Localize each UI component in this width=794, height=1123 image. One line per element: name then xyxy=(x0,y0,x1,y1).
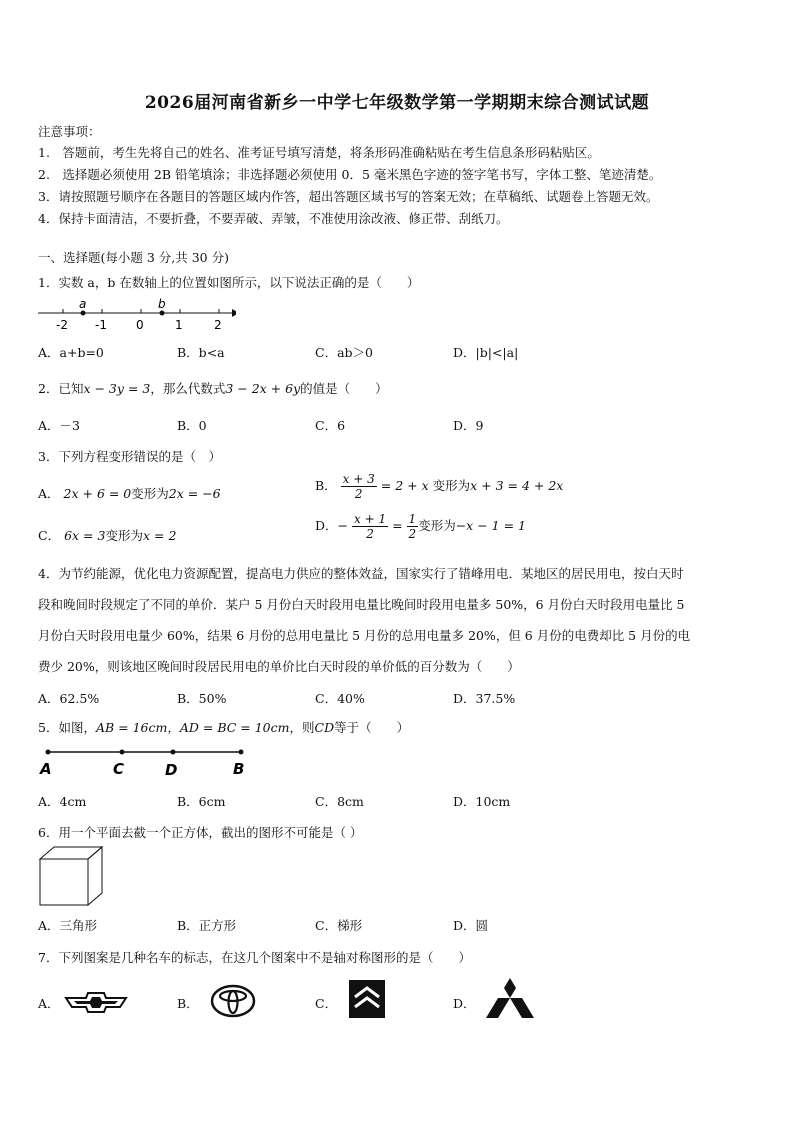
axis-arrow-icon xyxy=(232,309,236,317)
q1-stem: 1．实数 a，b 在数轴上的位置如图所示，以下说法正确的是（ ） xyxy=(38,275,420,290)
q3-b-numerator: x + 3 xyxy=(342,472,375,486)
q3-option-a xyxy=(38,484,221,502)
q1-option-c: C．ab＞0 xyxy=(315,345,373,360)
q7-option-d-label: D． xyxy=(453,996,476,1011)
q3-option-c xyxy=(38,526,176,544)
q4-line-4: 费少 20%，则该地区晚间时段居民用电的单价比白天时段的单价低的百分数为（ ） xyxy=(38,659,520,674)
toyota-logo-icon xyxy=(210,983,256,1019)
q2-option-a: A．－3 xyxy=(38,418,80,433)
q3-d-numerator-2: 1 xyxy=(408,512,417,526)
notice-item-4: 4．保持卡面清洁，不要折叠，不要弄破、弄皱，不准使用涂改液、修正带、刮纸刀。 xyxy=(38,211,509,226)
q3-d-to: −x − 1 = 1 xyxy=(455,518,526,533)
q2-stem-mid: ，那么代数式 xyxy=(150,381,226,396)
q4-option-d: D．37.5% xyxy=(453,691,516,706)
q7-option-b-label: B． xyxy=(177,996,199,1011)
q4-option-a: A．62.5% xyxy=(38,691,100,706)
q3-d-fraction-1 xyxy=(352,512,388,541)
page-title: 2026届河南省新乡一中学七年级数学第一学期期末综合测试试题 xyxy=(144,93,650,113)
q2-option-d: D．9 xyxy=(453,418,484,433)
q4-option-b: B．50% xyxy=(177,691,227,706)
q3-b-rest: = 2 + x xyxy=(380,478,429,493)
point-a-label: a xyxy=(79,297,87,311)
q3-b-fraction xyxy=(341,472,377,501)
q3-c-word: 变形为 xyxy=(105,528,143,543)
q2-option-b: B．0 xyxy=(177,418,207,433)
tick-label-neg2: -2 xyxy=(56,318,68,332)
q3-b-word: 变形为 xyxy=(432,478,471,493)
label-a: A xyxy=(40,760,52,778)
q1-option-a: A．a+b=0 xyxy=(38,345,104,360)
q4-line-2: 段和晚间时段规定了不同的单价．某户 5 月份白天时段用电量比晚间时段用电量多 50%，6 月份白天时段用电量比 5 xyxy=(38,597,685,612)
q3-d-label: D． xyxy=(315,518,338,533)
q2-stem xyxy=(38,379,388,397)
point-a-dot xyxy=(46,750,51,755)
q3-a-word: 变形为 xyxy=(131,486,169,501)
tick-label-2: 2 xyxy=(214,318,222,332)
q6-option-c: C．梯形 xyxy=(315,918,363,933)
q3-a-to: 2x = −6 xyxy=(168,486,221,501)
q6-stem: 6．用一个平面去截一个正方体，截出的图形不可能是（ ） xyxy=(38,825,363,840)
q5-option-d: D．10cm xyxy=(453,794,511,809)
q3-option-b xyxy=(315,472,563,501)
q3-b-to: x + 3 = 4 + 2x xyxy=(470,478,564,493)
q2-condition: x − 3y = 3 xyxy=(83,381,151,396)
q4-line-1: 4．为节约能源，优化电力资源配置，提高电力供应的整体效益，国家实行了错峰用电．某地区的居民用电，按白天时 xyxy=(38,566,684,581)
q3-stem: 3．下列方程变形错误的是（ ） xyxy=(38,449,221,464)
point-a xyxy=(81,311,86,316)
notice-item-2: 2. 选择题必须使用 2B 铅笔填涂；非选择题必须使用 0．5 毫米黑色字迹的签字笔书写，字体工整、笔迹清楚。 xyxy=(38,167,662,182)
q2-stem-pre: 2．已知 xyxy=(38,381,84,396)
q2-expression: 3 − 2x + 6y xyxy=(225,381,301,396)
point-c-dot xyxy=(120,750,125,755)
q6-option-b: B．正方形 xyxy=(177,918,237,933)
q3-b-label: B． xyxy=(315,478,337,493)
q5-stem-pre: 5．如图， xyxy=(38,720,96,735)
q2-option-c: C．6 xyxy=(315,418,346,433)
section-heading: 一、选择题(每小题 3 分,共 30 分) xyxy=(38,250,229,265)
q5-stem-math: AB = 16cm，AD = BC = 10cm xyxy=(95,720,290,735)
q3-d-fraction-2 xyxy=(407,512,419,541)
q7-option-a-label: A． xyxy=(38,996,60,1011)
q6-option-d: D．圆 xyxy=(453,918,489,933)
q3-d-equals: = xyxy=(392,518,403,533)
label-d: D xyxy=(165,761,178,779)
q5-stem-cd: CD xyxy=(314,720,335,735)
q3-b-denominator: 2 xyxy=(354,487,363,501)
q1-option-b: B．b<a xyxy=(177,345,225,360)
q5-option-a: A．4cm xyxy=(38,794,87,809)
q5-stem xyxy=(38,718,409,736)
q5-option-c: C．8cm xyxy=(315,794,364,809)
q5-stem-end: 等于（ ） xyxy=(334,720,410,735)
q3-d-minus: − xyxy=(337,518,349,533)
q3-c-label: C． xyxy=(38,528,61,543)
q7-stem: 7．下列图案是几种名车的标志，在这几个图案中不是轴对称图形的是（ ） xyxy=(38,950,471,965)
tick-label-0: 0 xyxy=(136,318,144,332)
q3-c-to: x = 2 xyxy=(142,528,177,543)
q6-option-a: A．三角形 xyxy=(38,918,98,933)
q3-d-denominator-2: 2 xyxy=(408,527,417,541)
label-b: B xyxy=(233,760,245,778)
q5-segment-figure xyxy=(36,742,256,782)
notice-heading: 注意事项： xyxy=(38,124,101,139)
q3-a-from: 2x + 6 = 0 xyxy=(63,486,132,501)
notice-item-1: 1. 答题前，考生先将自己的姓名、准考证号填写清楚，将条形码准确粘贴在考生信息条形码粘贴区。 xyxy=(38,145,600,160)
q4-line-3: 月份白天时段用电量少 60%，结果 6 月份的总用电量比 5 月份的总用电量多 20%，但 6 月份的电费却比 5 月份的电 xyxy=(38,628,691,643)
notice-item-3: 3．请按照题号顺序在各题目的答题区域内作答，超出答题区域书写的答案无效；在草稿纸、试题卷上答题无效。 xyxy=(38,189,659,204)
tick-label-1: 1 xyxy=(175,318,183,332)
q1-number-line xyxy=(36,296,236,332)
q7-option-c-label: C． xyxy=(315,996,338,1011)
point-b-label: b xyxy=(158,297,166,311)
chevrolet-logo-icon xyxy=(64,990,128,1014)
q3-d-denominator: 2 xyxy=(366,527,374,541)
mitsubishi-logo-icon xyxy=(486,977,534,1019)
q3-option-d xyxy=(315,512,526,541)
q3-d-numerator: x + 1 xyxy=(354,512,387,526)
q3-a-label: A． xyxy=(38,486,60,501)
q5-stem-post: ，则 xyxy=(289,720,315,735)
q1-option-d: D．|b|<|a| xyxy=(453,345,519,360)
cube-icon xyxy=(38,845,106,907)
point-b-dot xyxy=(239,750,244,755)
point-d-dot xyxy=(171,750,176,755)
point-b xyxy=(160,311,165,316)
q3-c-from: 6x = 3 xyxy=(64,528,106,543)
citroen-logo-icon xyxy=(349,980,385,1018)
q4-option-c: C．40% xyxy=(315,691,365,706)
q3-d-word: 变形为 xyxy=(418,518,456,533)
q5-option-b: B．6cm xyxy=(177,794,226,809)
q2-stem-post: 的值是（ ） xyxy=(300,381,388,396)
label-c: C xyxy=(113,760,125,778)
tick-label-neg1: -1 xyxy=(95,318,107,332)
